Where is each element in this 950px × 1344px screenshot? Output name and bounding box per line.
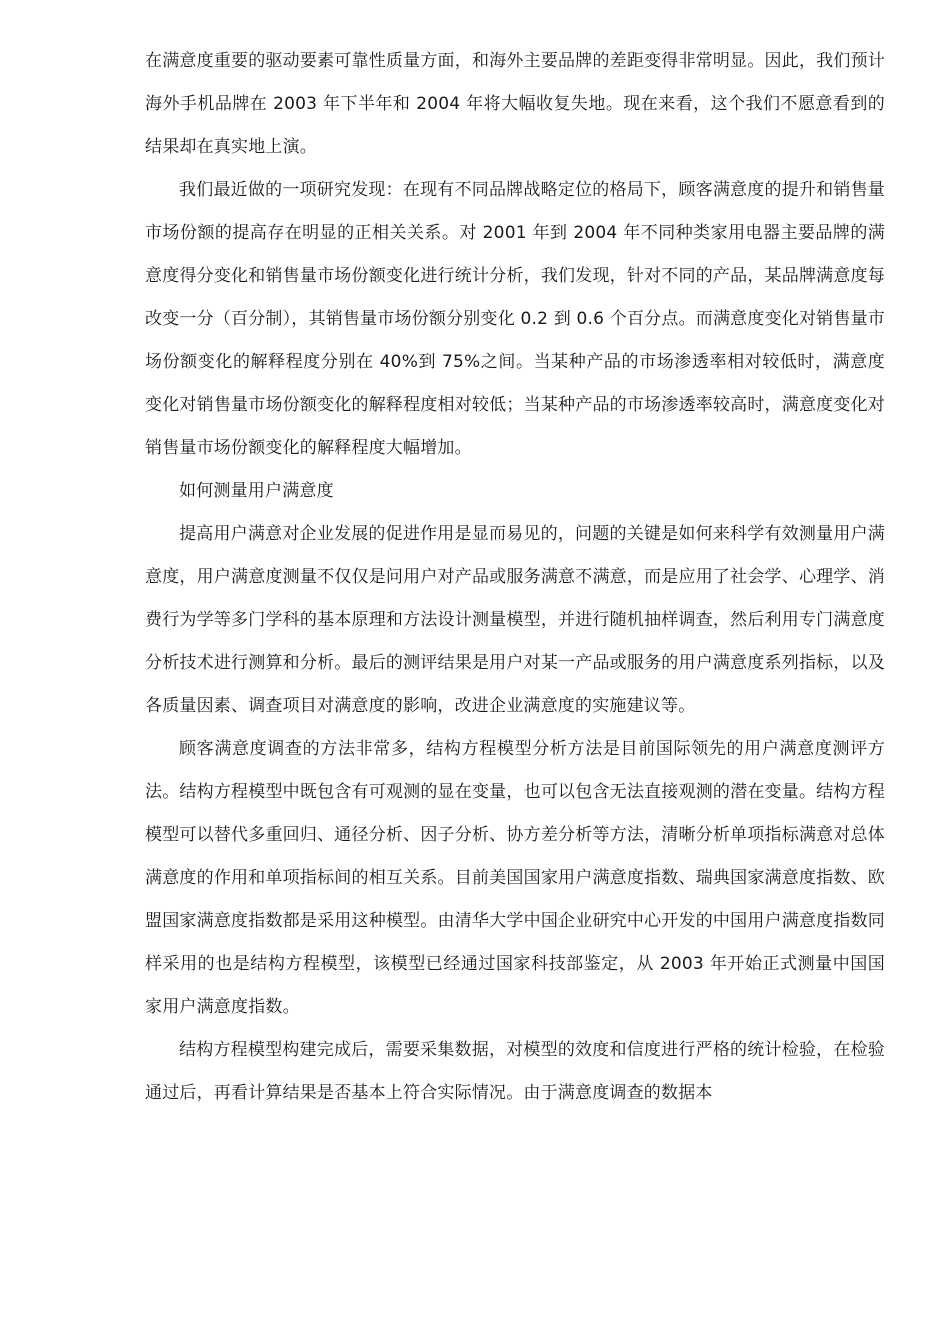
paragraph-model-validation: 结构方程模型构建完成后，需要采集数据，对模型的效度和信度进行严格的统计检验，在检验通过后，再看计算结果是否基本上符合实际情况。由于满意度调查的数据本 — [145, 1040, 885, 1103]
document-page — [145, 40, 885, 1115]
paragraph-continuation: 在满意度重要的驱动要素可靠性质量方面，和海外主要品牌的差距变得非常明显。因此，我们预计海外手机品牌在 2003 年下半年和 2004 年将大幅收复失地。现在来看，这个我们不愿意看到的结果却在真实地上演。 — [145, 51, 885, 157]
paragraph-measurement: 提高用户满意对企业发展的促进作用是显而易见的，问题的关键是如何来科学有效测量用户满意度，用户满意度测量不仅仅是问用户对产品或服务满意不满意，而是应用了社会学、心理学、消费行为学等多门学科的基本原理和方法设计测量模型，并进行随机抽样调查，然后利用专门满意度分析技术进行测算和分析。最后的测评结果是用户对某一产品或服务的用户满意度系列指标，以及各质量因素、调查项目对满意度的影响，改进企业满意度的实施建议等。 — [145, 524, 885, 716]
section-heading: 如何测量用户满意度 — [179, 481, 334, 501]
paragraph-sem-method: 顾客满意度调查的方法非常多，结构方程模型分析方法是目前国际领先的用户满意度测评方法。结构方程模型中既包含有可观测的显在变量，也可以包含无法直接观测的潜在变量。结构方程模型可以替代多重回归、通径分析、因子分析、协方差分析等方法，清晰分析单项指标满意对总体满意度的作用和单项指标间的相互关系。目前美国国家用户满意度指数、瑞典国家满意度指数、欧盟国家满意度指数都是采用这种模型。由清华大学中国企业研究中心开发的中国用户满意度指数同样采用的也是结构方程模型，该模型已经通过国家科技部鉴定，从 2003 年开始正式测量中国国家用户满意度指数。 — [145, 739, 885, 1017]
paragraph-research-finding: 我们最近做的一项研究发现：在现有不同品牌战略定位的格局下，顾客满意度的提升和销售量市场份额的提高存在明显的正相关关系。对 2001 年到 2004 年不同种类家用电器主要品牌的满意度得分变化和销售量市场份额变化进行统计分析，我们发现，针对不同的产品，某品牌满意度每改变一分（百分制），其销售量市场份额分别变化 0.2 到 0.6 个百分点。而满意度变化对销售量市场份额变化的解释程度分别在 40%到 75%之间。当某种产品的市场渗透率相对较低时，满意度变化对销售量市场份额变化的解释程度相对较低；当某种产品的市场渗透率较高时，满意度变化对销售量市场份额变化的解释程度大幅增加。 — [145, 180, 885, 458]
